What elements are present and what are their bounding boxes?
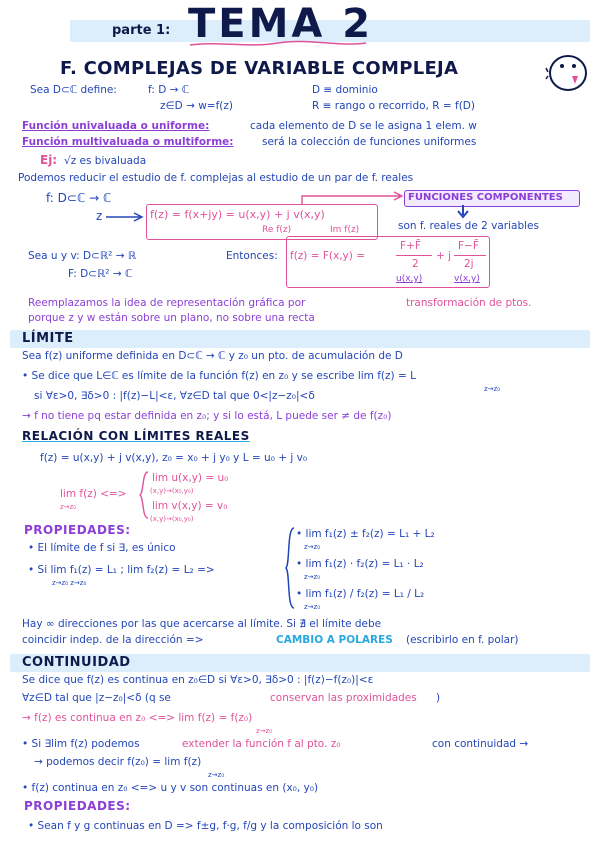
z-arrow bbox=[104, 212, 146, 222]
example-text: √z es bivaluada bbox=[64, 155, 147, 167]
relacion-lim-v-sub: (x,y)→(x₀,y₀) bbox=[150, 515, 194, 523]
doodle-face-icon bbox=[546, 52, 590, 94]
frac1-num: F+F̄ bbox=[400, 240, 421, 252]
continuidad-line2a: ∀z∈D tal que |z−z₀|<δ (q se bbox=[22, 692, 171, 704]
reales-F-map: F: D⊂ℝ² → ℂ bbox=[68, 268, 133, 280]
propiedades1-b1: • El límite de f si ∃, es único bbox=[28, 542, 176, 554]
propiedades2-heading: PROPIEDADES: bbox=[24, 799, 131, 813]
univaluada-term: Función univaluada o uniforme: bbox=[22, 120, 210, 132]
frac1-bar bbox=[396, 255, 432, 256]
direcciones-line2a: coincidir indep. de la dirección => bbox=[22, 634, 204, 646]
propiedades2-b1: • Sean f y g continuas en D => f±g, f·g, f/g y la composición lo son bbox=[28, 820, 383, 832]
reducir-text: Podemos reducir el estudio de f. complejas al estudio de un par de f. reales bbox=[18, 172, 414, 184]
relacion-lim-left: lim f(z) <=> bbox=[60, 488, 127, 500]
continuidad-line4c: con continuidad → bbox=[432, 738, 529, 750]
components-im: Im f(z) bbox=[330, 225, 360, 235]
continuidad-line2b: conservan las proximidades bbox=[270, 692, 417, 704]
propiedades1-heading: PROPIEDADES: bbox=[24, 523, 131, 537]
direcciones-line2c: (escribirlo en f. polar) bbox=[406, 634, 519, 646]
propiedades1-b2-sub: z→z₀ z→z₀ bbox=[52, 579, 87, 587]
frac2-under: v(x,y) bbox=[454, 274, 480, 284]
intro-d-def: D ≡ dominio bbox=[312, 84, 378, 96]
components-note: son f. reales de 2 variables bbox=[398, 220, 539, 232]
continuidad-line4a: • Si ∃lim f(z) podemos bbox=[22, 738, 140, 750]
intro-map2: z∈D → w=f(z) bbox=[160, 100, 234, 112]
components-label: FUNCIONES COMPONENTES bbox=[408, 192, 563, 203]
continuidad-heading: CONTINUIDAD bbox=[22, 655, 131, 670]
continuidad-line3-sub: z→z₀ bbox=[256, 727, 273, 735]
frac2-num: F−F̄ bbox=[458, 240, 479, 252]
limite-heading: LÍMITE bbox=[22, 331, 74, 346]
univaluada-def: cada elemento de D se le asigna 1 elem. w bbox=[250, 120, 477, 132]
components-z: z bbox=[96, 209, 103, 223]
propiedades1-r3-sub: z→z₀ bbox=[304, 603, 321, 611]
propiedades1-brace bbox=[284, 526, 296, 610]
continuidad-line4b: extender la función f al pto. z₀ bbox=[182, 738, 341, 750]
propiedades1-r2-sub: z→z₀ bbox=[304, 573, 321, 581]
components-formula: f(z) = f(x+jy) = u(x,y) + j v(x,y) bbox=[150, 208, 325, 221]
propiedades1-r1: • lim f₁(z) ± f₂(z) = L₁ + L₂ bbox=[296, 528, 435, 540]
intro-r-def: R ≡ rango o recorrido, R = f(D) bbox=[312, 100, 475, 112]
components-arrow bbox=[300, 192, 410, 206]
tema-underline bbox=[188, 40, 368, 48]
relacion-def: f(z) = u(x,y) + j v(x,y), z₀ = x₀ + j y₀ y L = u₀ + j v₀ bbox=[40, 452, 308, 464]
relacion-lim-left-sub: z→z₀ bbox=[60, 503, 77, 511]
direcciones-line2b: CAMBIO A POLARES bbox=[276, 634, 393, 646]
propiedades1-r1-sub: z→z₀ bbox=[304, 543, 321, 551]
limite-bullet-sub: z→z₀ bbox=[484, 385, 501, 393]
representacion-line2: porque z y w están sobre un plano, no sobre una recta bbox=[28, 312, 315, 324]
down-arrow bbox=[456, 205, 470, 219]
intro-sea: Sea D⊂ℂ define: bbox=[30, 84, 117, 96]
relacion-brace bbox=[138, 470, 150, 520]
relacion-lim-v: lim v(x,y) = v₀ bbox=[152, 500, 228, 512]
propiedades1-r3: • lim f₁(z) / f₂(z) = L₁ / L₂ bbox=[296, 588, 425, 600]
relacion-heading: RELACIÓN CON LÍMITES REALES bbox=[22, 429, 250, 443]
relacion-lim-u-sub: (x,y)→(x₀,y₀) bbox=[150, 487, 194, 495]
multivaluada-term: Función multivaluada o multiforme: bbox=[22, 136, 234, 148]
example-label: Ej: bbox=[40, 153, 58, 167]
continuidad-line5-sub: z→z₀ bbox=[208, 771, 225, 779]
limite-highlight bbox=[10, 330, 590, 348]
continuidad-line1: Se dice que f(z) es continua en z₀∈D si ∀ε>0, ∃δ>0 : |f(z)−f(z₀)|<ε bbox=[22, 674, 374, 686]
multivaluada-def: será la colección de funciones uniformes bbox=[262, 136, 477, 148]
representacion-line1a: Reemplazamos la idea de representación gráfica por bbox=[28, 297, 306, 309]
components-re: Re f(z) bbox=[262, 225, 292, 235]
limite-cond: si ∀ε>0, ∃δ>0 : |f(z)−L|<ε, ∀z∈D tal que 0<|z−z₀|<δ bbox=[34, 390, 315, 402]
frac1-den: 2 bbox=[412, 258, 419, 270]
continuidad-line6: • f(z) continua en z₀ <=> u y v son continuas en (x₀, y₀) bbox=[22, 782, 319, 794]
continuidad-line2c: ) bbox=[436, 692, 441, 704]
page-title: F. COMPLEJAS DE VARIABLE COMPLEJA bbox=[60, 58, 459, 79]
components-map: f: D⊂ℂ → ℂ bbox=[46, 191, 112, 205]
frac1-under: u(x,y) bbox=[396, 274, 423, 284]
continuidad-line3: → f(z) es continua en z₀ <=> lim f(z) = f(z₀) bbox=[22, 712, 253, 724]
representacion-line1b: transformación de ptos. bbox=[406, 297, 532, 309]
frac2-den: 2j bbox=[464, 258, 474, 270]
relacion-lim-u: lim u(x,y) = u₀ bbox=[152, 472, 229, 484]
plus-j: + j bbox=[436, 250, 452, 262]
continuidad-line5: → podemos decir f(z₀) = lim f(z) bbox=[34, 756, 202, 768]
tema-title: TEMA 2 bbox=[188, 1, 374, 47]
direcciones-line1: Hay ∞ direcciones por las que acercarse al límite. Si ∄ el límite debe bbox=[22, 618, 382, 630]
reales-sea: Sea u y v: D⊂ℝ² → ℝ bbox=[28, 250, 137, 262]
propiedades1-b2: • Si lim f₁(z) = L₁ ; lim f₂(z) = L₂ => bbox=[28, 564, 215, 576]
limite-bullet: • Se dice que L∈ℂ es límite de la función f(z) en z₀ y se escribe lim f(z) = L bbox=[22, 370, 416, 382]
reales-formula-left: f(z) = F(x,y) = bbox=[290, 250, 366, 262]
limite-sea: Sea f(z) uniforme definida en D⊂ℂ → ℂ y z₀ un pto. de acumulación de D bbox=[22, 350, 403, 362]
frac2-bar bbox=[454, 255, 486, 256]
limite-note: → f no tiene pq estar definida en z₀; y si lo está, L puede ser ≠ de f(z₀) bbox=[22, 410, 392, 422]
propiedades1-r2: • lim f₁(z) · f₂(z) = L₁ · L₂ bbox=[296, 558, 424, 570]
reales-entonces: Entonces: bbox=[226, 250, 278, 262]
part-label: parte 1: bbox=[112, 23, 171, 38]
intro-map1: f: D → ℂ bbox=[148, 84, 190, 96]
